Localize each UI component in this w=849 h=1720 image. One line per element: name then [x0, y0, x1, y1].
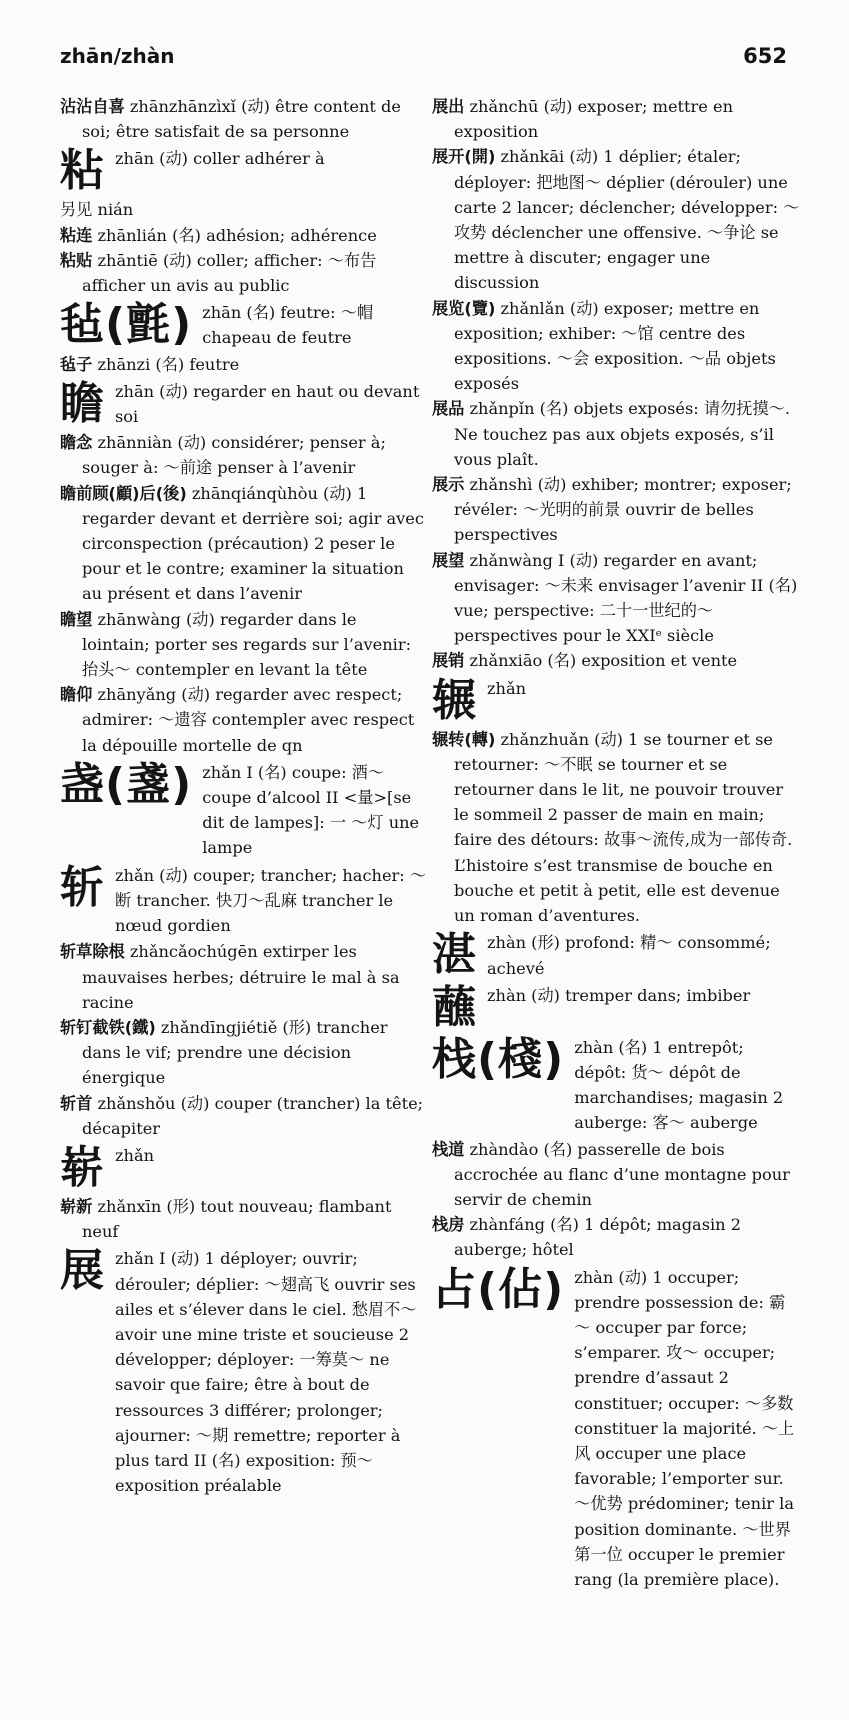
- entry-definition: zhānzhānzìxǐ (动) être content de soi; être satisfait de sa personne: [82, 97, 401, 142]
- entry-definition: zhǎn: [115, 1145, 155, 1165]
- entry-definition: zhàndào (名) passerelle de bois accrochée au flanc d’une montagne pour servir de chemin: [454, 1139, 790, 1209]
- compound-entry: [432, 144, 800, 295]
- entry-definition: zhāntiē (动) coller; afficher: ～布告 afficher un avis au public: [82, 250, 377, 296]
- entry-definition: zhàn (动) tremper dans; imbiber: [487, 985, 751, 1005]
- character-entry: [432, 930, 800, 980]
- compound-headword: 粘连: [60, 225, 93, 245]
- headword-character: 毡(氈): [60, 299, 193, 351]
- compound-headword: 展望: [432, 550, 465, 570]
- entry-definition: zhǎnchū (动) exposer; mettre en exposition: [454, 97, 734, 142]
- compound-entry: [60, 94, 428, 144]
- entry-definition: zhān (动) coller adhérer à: [115, 149, 325, 169]
- entry-definition: zhàn (名) 1 entrepôt; dépôt: 货～ dépôt de marchandises; magasin 2 auberge: 客～ auberge: [574, 1037, 784, 1133]
- right-column: [432, 94, 800, 1593]
- character-entry: [60, 146, 428, 196]
- entry-definition: zhǎn I (名) coupe: 酒～coupe d’alcool II <量>[se dit de lampes]: 一 ～灯 une lampe: [202, 762, 420, 858]
- compound-entry: [432, 396, 800, 472]
- compound-entry: [432, 1212, 800, 1262]
- compound-headword: 展开(開): [432, 147, 496, 167]
- headword-character: 栈(棧): [432, 1033, 565, 1085]
- headword-character: 粘: [60, 145, 105, 197]
- compound-entry: [432, 727, 800, 929]
- compound-headword: 斩钉截铁(鐵): [60, 1017, 156, 1037]
- compound-entry: [60, 1091, 428, 1141]
- entry-definition: zhǎnshǒu (动) couper (trancher) la tête; décapiter: [82, 1093, 424, 1138]
- entry-definition: zhǎnpǐn (名) objets exposés: 请勿抚摸～. Ne touchez pas aux objets exposés, s’il vous plaît.: [454, 399, 790, 469]
- entry-definition: zhānqiánqùhòu (动) 1 regarder devant et derrière soi; agir avec circonspection (précaution) 2 peser le pour et le contre; examiner la situation au présent et dans l’avenir: [82, 483, 424, 604]
- character-entry: [432, 676, 800, 726]
- headword-character: 湛: [432, 929, 477, 981]
- entry-definition: zhānlián (名) adhésion; adhérence: [92, 225, 377, 245]
- compound-headword: 展品: [432, 399, 465, 419]
- compound-headword: 斩首: [60, 1093, 93, 1113]
- compound-headword: 栈房: [432, 1215, 465, 1235]
- compound-headword: 毡子: [60, 354, 93, 374]
- entry-definition: zhānzi (名) feutre: [92, 354, 240, 374]
- compound-headword: 瞻仰: [60, 685, 93, 705]
- running-head-pinyin: zhān/zhàn: [60, 44, 175, 68]
- compound-headword: 展览(覽): [432, 298, 496, 318]
- headword-character: 崭: [60, 1141, 105, 1193]
- headword-character: 蘸: [432, 981, 477, 1033]
- entry-definition: zhàn (动) 1 occuper; prendre possession de: 霸～ occuper par force; s’emparer. 攻～ occuper; prendre d’assaut 2 constituer; occuper: ～多数 constituer la majorité. ～上风 occuper une place favorable; l’emporter sur. ～优势 prédominer; tenir la position dominante. ～世界第一位 occuper le premier rang (la première place).: [574, 1267, 795, 1589]
- character-entry: [432, 1265, 800, 1593]
- entry-definition: zhǎnkāi (动) 1 déplier; étaler; déployer: 把地图～ déplier (dérouler) une carte 2 lancer; déclencher; développer: ～攻势 déclencher une offensive. ～争论 se mettre à discuter; engager une discussion: [454, 147, 800, 293]
- compound-headword: 瞻前顾(顧)后(後): [60, 483, 187, 503]
- compound-headword: 栈道: [432, 1139, 465, 1159]
- character-entry: [60, 379, 428, 429]
- entry-definition: zhānyǎng (动) regarder avec respect; admirer: ～遗容 contempler avec respect la dépouille mortelle de qn: [82, 685, 415, 755]
- compound-headword: 崭新: [60, 1196, 93, 1216]
- character-entry: [60, 300, 428, 350]
- character-entry: [60, 760, 428, 861]
- entry-definition: zhǎn (动) couper; trancher; hacher: ～断 trancher. 快刀～乱麻 trancher le nœud gordien: [115, 865, 427, 936]
- left-column: [60, 94, 428, 1499]
- character-entry: [60, 1246, 428, 1498]
- entry-definition: zhān (名) feutre: ～帽 chapeau de feutre: [202, 303, 374, 348]
- entry-definition: zhǎncǎochúgēn extirper les mauvaises herbes; détruire le mal à sa racine: [82, 942, 400, 1012]
- headword-character: 展: [60, 1245, 105, 1297]
- entry-definition: zhǎnxiāo (名) exposition et vente: [464, 651, 738, 671]
- entry-definition: zhānwàng (动) regarder dans le lointain; porter ses regards sur l’avenir: 抬头～ contempler en levant la tête: [82, 609, 412, 680]
- compound-headword: 展示: [432, 475, 465, 495]
- character-entry: [60, 863, 428, 939]
- compound-entry: [60, 939, 428, 1015]
- entry-definition: zhǎn I (动) 1 déployer; ouvrir; dérouler; déplier: ～翅高飞 ouvrir ses ailes et s’élever dans le ciel. 愁眉不～ avoir une mine triste et soucieuse 2 développer; déployer: 一筹莫～ ne savoir que faire; être à bout de ressources 3 différer; prolonger; ajourner: ～期 remettre; reporter à plus tard II (名) exposition: 预～ exposition préalable: [115, 1249, 417, 1496]
- compound-headword: 瞻念: [60, 433, 93, 453]
- entry-definition: zhǎnxīn (形) tout nouveau; flambant neuf: [82, 1196, 392, 1242]
- compound-entry: [60, 352, 428, 377]
- entry-definition: zhǎnwàng I (动) regarder en avant; envisager: ～未来 envisager l’avenir II (名) vue; perspective: 二十一世纪的～ perspectives pour le XXIᵉ siècle: [454, 550, 798, 646]
- page-number: 652: [743, 44, 787, 68]
- compound-entry: [60, 223, 428, 248]
- character-entry: [60, 1143, 428, 1193]
- compound-headword: 辗转(轉): [432, 729, 496, 749]
- compound-entry: [60, 607, 428, 683]
- compound-entry: [432, 94, 800, 144]
- compound-entry: [60, 1015, 428, 1091]
- headword-character: 瞻: [60, 377, 105, 429]
- entry-definition: zhǎn: [487, 678, 527, 698]
- entry-definition: zhǎndīngjiétiě (形) trancher dans le vif; prendre une décision énergique: [82, 1017, 388, 1088]
- compound-headword: 沾沾自喜: [60, 97, 125, 116]
- compound-headword: 粘贴: [60, 250, 93, 270]
- compound-entry: [432, 548, 800, 649]
- compound-entry: [432, 472, 800, 548]
- headword-character: 斩: [60, 861, 105, 913]
- compound-entry: [60, 481, 428, 607]
- character-entry: [432, 1035, 800, 1136]
- cross-reference: 另见 nián: [60, 200, 134, 220]
- headword-character: 占(佔): [432, 1263, 565, 1315]
- compound-entry: [60, 248, 428, 298]
- character-entry: [432, 983, 800, 1033]
- entry-definition: zhānniàn (动) considérer; penser à; souger à: ～前途 penser à l’avenir: [82, 433, 386, 478]
- compound-entry: [432, 1137, 800, 1213]
- compound-entry: [432, 296, 800, 397]
- compound-headword: 斩草除根: [60, 942, 125, 962]
- entry-definition: zhǎnzhuǎn (动) 1 se tourner et se retourner: ～不眠 se tourner et se retourner dans le lit, ne pouvoir trouver le sommeil 2 passer de main en main; faire des détours: 故事～流传,成为一部传奇. L’histoire s’est transmise de bouche en bouche et petit à petit, elle est devenue un roman d’aventures.: [454, 729, 793, 926]
- entry-definition: zhǎnlǎn (动) exposer; mettre en exposition; exhiber: ～馆 centre des expositions. ～会 exposition. ～品 objets exposés: [454, 298, 776, 394]
- entry-definition: zhǎnshì (动) exhiber; montrer; exposer; révéler: ～光明的前景 ouvrir de belles perspectives: [454, 475, 792, 545]
- compound-headword: 展出: [432, 97, 465, 116]
- compound-headword: 瞻望: [60, 609, 93, 629]
- headword-character: 辗: [432, 674, 477, 726]
- compound-headword: 展销: [432, 651, 465, 671]
- compound-entry: [60, 430, 428, 480]
- entry-definition: zhànfáng (名) 1 dépôt; magasin 2 auberge; hôtel: [454, 1215, 742, 1260]
- compound-entry: [432, 648, 800, 673]
- headword-character: 盏(盞): [60, 758, 193, 810]
- entry-definition: zhān (动) regarder en haut ou devant soi: [115, 381, 420, 427]
- compound-entry: [60, 1194, 428, 1244]
- compound-entry: [60, 682, 428, 758]
- entry-definition: zhàn (形) profond: 精～ consommé; achevé: [487, 933, 771, 978]
